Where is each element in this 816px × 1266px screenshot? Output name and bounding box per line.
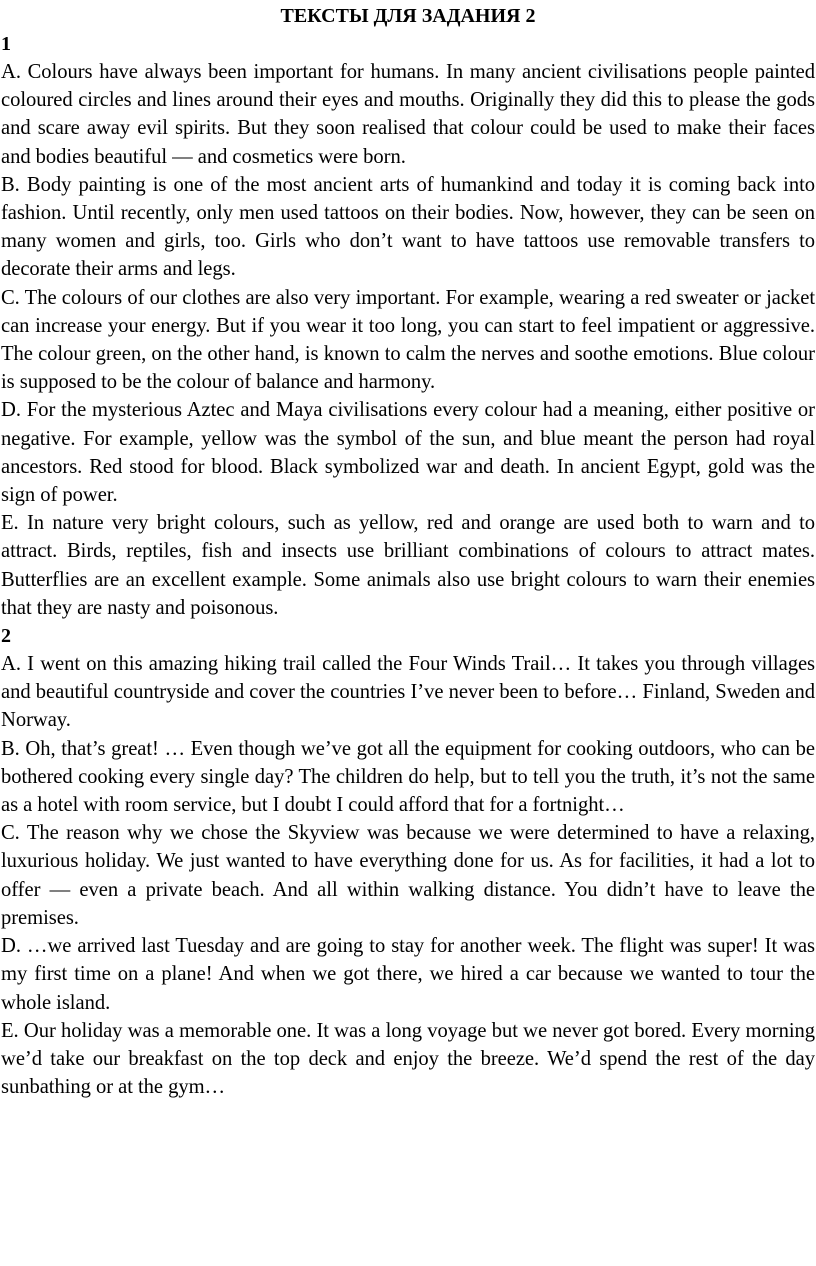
paragraph-2c: C. The reason why we chose the Skyview was because we were determined to have a relaxing, luxurious holiday. We just wanted to have everything done for us. As for facilities, it had a lot to offer — even a private beach. And all within walking distance. You didn’t have to leave the premises.: [1, 822, 815, 929]
section-number: 1: [1, 33, 11, 55]
paragraph-2a: A. I went on this amazing hiking trail called the Four Winds Trail… It takes you through villages and beautiful countryside and cover the countries I’ve never been to before… Finland, Sweden and Norway.: [1, 653, 815, 732]
paragraph-1b: B. Body painting is one of the most ancient arts of humankind and today it is coming back into fashion. Until recently, only men used tattoos on their bodies. Now, however, they can be seen on many women and girls, too. Girls who don’t want to have tattoos use removable transfers to decorate their arms and legs.: [1, 173, 815, 281]
section-1: [1, 30, 815, 622]
paragraph-2b: B. Oh, that’s great! … Even though we’ve got all the equipment for cooking outdoors, who can be bothered cooking every single day? The children do help, but to tell you the truth, it’s not the same as a hotel with room service, but I doubt I could afford that for a fortnight…: [1, 737, 815, 817]
paragraph-2d: D. …we arrived last Tuesday and are going to stay for another week. The flight was super! It was my first time on a plane! And when we got there, we hired a car because we wanted to tour the whole island.: [1, 935, 815, 1014]
paragraph-1e: E. In nature very bright colours, such as yellow, red and orange are used both to warn and to attract. Birds, reptiles, fish and insects use brilliant combinations of colours to attract mates. Butterflies are an excellent example. Some animals also use bright colours to warn their enemies that they are nasty and poisonous.: [1, 512, 815, 619]
page-title: ТЕКСТЫ ДЛЯ ЗАДАНИЯ 2: [280, 5, 536, 27]
paragraph-1c: C. The colours of our clothes are also very important. For example, wearing a red sweater or jacket can increase your energy. But if you wear it too long, you can start to feel impatient or aggressive. The colour green, on the other hand, is known to calm the nerves and soothe emotions. Blue colour is supposed to be the colour of balance and harmony.: [1, 286, 815, 394]
paragraph-1d: D. For the mysterious Aztec and Maya civilisations every colour had a meaning, either positive or negative. For example, yellow was the symbol of the sun, and blue meant the person had royal ancestors. Red stood for blood. Black symbolized war and death. In ancient Egypt, gold was the sign of power.: [1, 399, 815, 507]
paragraph-1a: A. Colours have always been important for humans. In many ancient civilisations people painted coloured circles and lines around their eyes and mouths. Originally they did this to please the gods and scare away evil spirits. But they soon realised that colour could be used to make their faces and bodies beautiful — and cosmetics were born.: [1, 61, 815, 168]
section-2: [1, 622, 815, 1101]
section-number: 2: [1, 625, 11, 648]
paragraph-2e: E. Our holiday was a memorable one. It was a long voyage but we never got bored. Every morning we’d take our breakfast on the top deck and enjoy the breeze. We’d spend the rest of the day sunbathing or at the gym…: [1, 1019, 815, 1099]
